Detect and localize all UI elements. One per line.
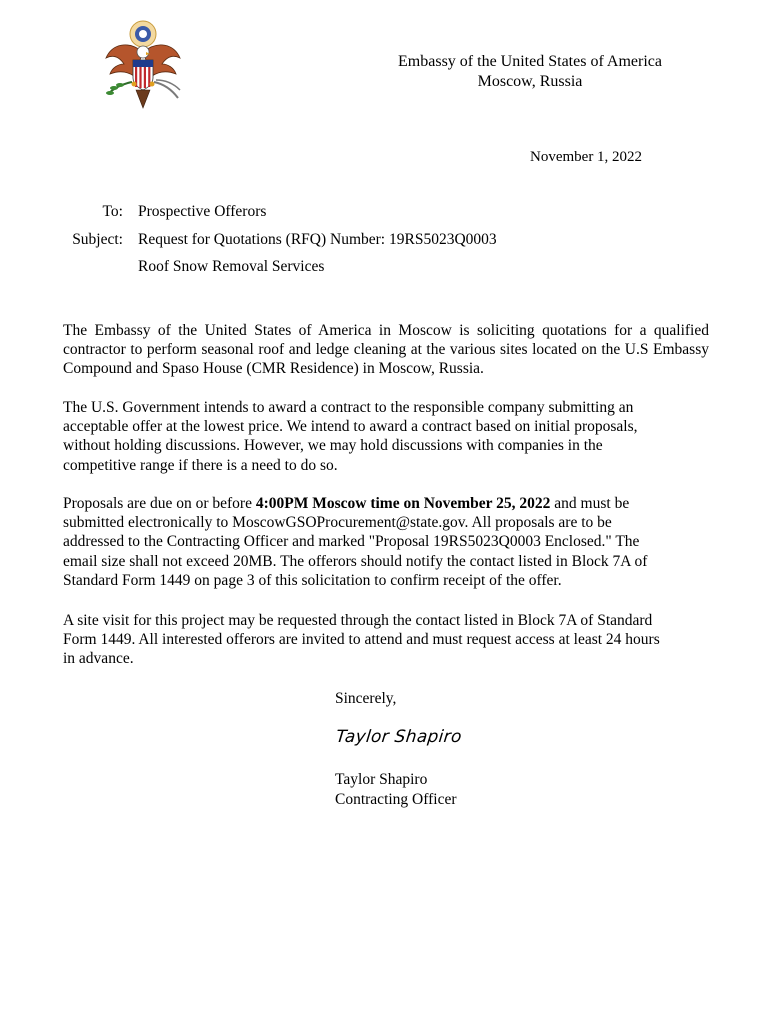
to-value: Prospective Offerors <box>138 203 267 220</box>
paragraph-proposals <box>63 494 709 590</box>
letter-date: November 1, 2022 <box>530 149 643 165</box>
letterhead-embassy-name: Embassy of the United States of America <box>398 53 662 70</box>
signatory-name: Taylor Shapiro <box>335 771 428 788</box>
paragraph-site-visit-line: Form 1449. All interested offerors are invited to attend and must request access at least 24 hours <box>63 631 660 649</box>
paragraph-proposals-line: Standard Form 1449 on page 3 of this solicitation to confirm receipt of the offer. <box>63 571 562 589</box>
paragraph-award-line: The U.S. Government intends to award a contract to the responsible company submitting an <box>63 399 634 416</box>
paragraph-proposals-line: email size shall not exceed 20MB. The offerors should notify the contact listed in Block 7A of <box>63 552 648 570</box>
to-label: To: <box>102 203 123 220</box>
signatory-title: Contracting Officer <box>335 791 457 808</box>
closing-salutation: Sincerely, <box>335 690 397 707</box>
proposals-text-pre: Proposals are due on or before <box>63 495 256 512</box>
proposals-text-post: and must be <box>550 495 630 512</box>
paragraph-site-visit <box>63 611 709 669</box>
paragraph-proposals-line: submitted electronically to MoscowGSOProcurement@state.gov. All proposals are to be <box>63 514 612 532</box>
paragraph-award-line: without holding discussions. However, we may hold discussions with companies in the <box>63 437 603 455</box>
subject-value: Request for Quotations (RFQ) Number: 19RS5023Q0003 <box>138 231 497 248</box>
subject-value-line2: Roof Snow Removal Services <box>138 258 325 275</box>
paragraph-intro: The Embassy of the United States of America in Moscow is soliciting quotations for a qualified contractor to perform seasonal roof and ledge cleaning at the various sites located on the U.S Embassy Compound and Spaso House (CMR Residence) in Moscow, Russia. <box>63 322 709 378</box>
great-seal-emblem <box>100 18 186 112</box>
paragraph-proposals-line <box>63 494 709 513</box>
subject-label: Subject: <box>72 231 123 248</box>
handwritten-signature: Taylor Shapiro <box>334 727 463 747</box>
paragraph-award <box>63 398 709 475</box>
paragraph-award-line: competitive range if there is a need to do so. <box>63 456 338 474</box>
letterhead-location: Moscow, Russia <box>477 73 583 90</box>
paragraph-site-visit-line: A site visit for this project may be requested through the contact listed in Block 7A of Standard <box>63 612 653 629</box>
paragraph-award-line: acceptable offer at the lowest price. We intend to award a contract based on initial proposals, <box>63 418 638 436</box>
paragraph-site-visit-line: in advance. <box>63 650 134 668</box>
proposals-deadline: 4:00PM Moscow time on November 25, 2022 <box>255 495 551 512</box>
letterhead <box>370 52 690 92</box>
signatory-block <box>335 770 457 810</box>
paragraph-proposals-line: addressed to the Contracting Officer and marked "Proposal 19RS5023Q0003 Enclosed." The <box>63 533 640 551</box>
